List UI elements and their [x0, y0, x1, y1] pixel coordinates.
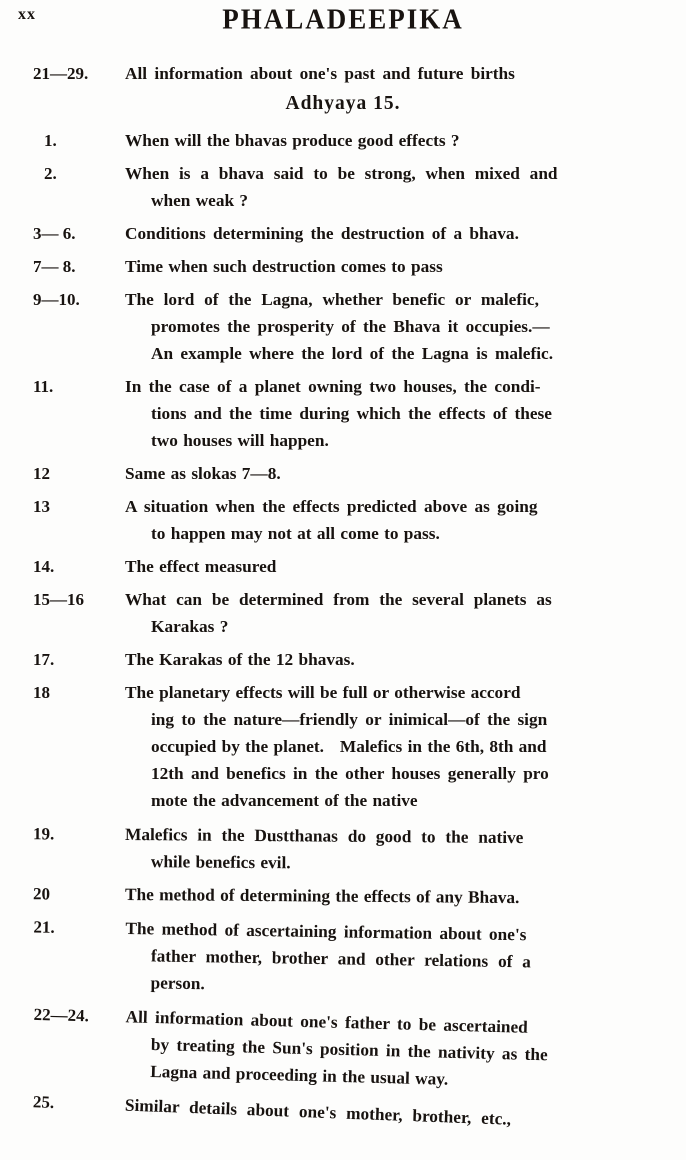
entry-line: An example where the lord of the Lagna is malefic. — [151, 344, 554, 363]
entry-number: 25. — [32, 1092, 55, 1112]
entry-line: Malefics in the Dustthanas do good to the native — [125, 824, 524, 848]
toc-entry — [0, 373, 686, 454]
entry-line: Similar details about one's mother, brother, etc., — [124, 1095, 512, 1129]
entry-line: to happen may not at all come to pass. — [151, 524, 440, 543]
entry-text — [124, 1003, 674, 1098]
entry-line: tions and the time during which the effects of these — [151, 404, 552, 423]
entry-number: 19. — [33, 824, 55, 844]
entry-line: when weak ? — [151, 191, 249, 210]
entry-line: The effect measured — [125, 557, 277, 576]
entry-line: When will the bhavas produce good effects ? — [125, 131, 460, 150]
entry-text — [125, 286, 673, 367]
entry-line: promotes the prosperity of the Bhava it occupies.— — [151, 317, 550, 336]
entry-number: 13 — [33, 497, 50, 516]
entry-number: 3— 6. — [33, 224, 76, 243]
entry-line: Time when such destruction comes to pass — [125, 257, 443, 276]
entry-line: Conditions determining the destruction of a bhava. — [125, 224, 519, 243]
entry-text — [125, 220, 673, 247]
entry-line: What can be determined from the several planets as — [125, 590, 552, 609]
entry-text — [125, 679, 673, 814]
entry-text — [125, 493, 673, 547]
toc-entry — [0, 820, 686, 879]
entry-text — [125, 127, 673, 154]
entry-number: 14. — [33, 557, 55, 576]
entry-number: 21—29. — [33, 64, 89, 83]
entry-line: The Karakas of the 12 bhavas. — [125, 650, 355, 669]
entry-line: father mother, brother and other relations of a — [150, 946, 532, 972]
toc-entry — [0, 679, 686, 814]
entry-line: The method of ascertaining information about one's — [125, 918, 527, 945]
entry-number: 21. — [33, 917, 55, 937]
entry-line: The lord of the Lagna, whether benefic or malefic, — [125, 290, 539, 309]
entry-number: 1. — [44, 131, 57, 150]
entry-line: A situation when the effects predicted above as going — [125, 497, 538, 516]
entry-number: 12 — [33, 464, 50, 483]
toc-entry — [0, 253, 686, 280]
toc-entry — [0, 553, 686, 580]
page-header — [0, 4, 686, 48]
entry-text — [124, 1092, 673, 1139]
entry-number: 20 — [32, 884, 51, 904]
toc-entry — [0, 880, 686, 912]
entry-line: occupied by the planet. Malefics in the 6th, 8th and — [151, 737, 547, 756]
entry-text — [125, 160, 673, 214]
entry-line: The planetary effects will be full or otherwise accord — [125, 683, 521, 702]
toc-entry — [0, 286, 686, 367]
entry-line: mote the advancement of the native — [151, 791, 418, 810]
toc-entry — [0, 220, 686, 247]
toc-entry — [0, 160, 686, 214]
entry-text — [125, 881, 673, 912]
entry-line: All information about one's father to be ascertained — [125, 1007, 529, 1037]
folio-number: xx — [18, 6, 36, 23]
toc-entry — [0, 493, 686, 547]
toc-entry — [0, 913, 686, 1005]
entry-line: In the case of a planet owning two houses, the condi- — [125, 377, 541, 396]
toc-entry — [0, 60, 686, 87]
entry-line: 12th and benefics in the other houses generally pro — [151, 764, 549, 783]
chapter-heading: Adhyaya 15. — [285, 93, 401, 114]
entry-line: by treating the Sun's position in the nativity as the — [150, 1034, 548, 1065]
entry-line: All information about one's past and future births — [125, 64, 515, 83]
entry-number: 2. — [44, 164, 57, 183]
entry-number: 15—16 — [33, 590, 84, 609]
toc-entry — [0, 127, 686, 154]
entry-number: 22—24. — [33, 1004, 90, 1026]
entry-text — [125, 821, 673, 879]
entry-line: two houses will happen. — [151, 431, 329, 450]
entry-text — [125, 460, 673, 487]
toc-entry — [0, 586, 686, 640]
entry-text — [125, 373, 673, 454]
entry-line: while benefics evil. — [150, 852, 291, 873]
entry-line: When is a bhava said to be strong, when mixed and — [125, 164, 558, 183]
entry-line: Lagna and proceeding in the usual way. — [149, 1061, 449, 1089]
entry-text — [125, 646, 673, 673]
entry-number: 11. — [33, 377, 54, 396]
entry-number: 17. — [33, 650, 55, 669]
entry-text — [124, 915, 673, 1005]
toc-entry — [0, 1000, 686, 1099]
book-title: PHALADEEPIKA — [222, 3, 464, 35]
entry-line: person. — [150, 973, 205, 994]
entry-text — [125, 253, 673, 280]
entry-line: Karakas ? — [151, 617, 229, 636]
entry-line: The method of determining the effects of any Bhava. — [124, 884, 520, 908]
entry-number: 7— 8. — [33, 257, 76, 276]
entry-number: 18 — [33, 683, 50, 702]
entry-line: ing to the nature—friendly or inimical—of the sign — [151, 710, 548, 729]
toc-entry — [0, 646, 686, 673]
toc-entry — [0, 460, 686, 487]
entry-text — [125, 553, 673, 580]
entry-text — [125, 586, 673, 640]
entry-number: 9—10. — [33, 290, 80, 309]
entry-line: Same as slokas 7—8. — [125, 464, 281, 483]
